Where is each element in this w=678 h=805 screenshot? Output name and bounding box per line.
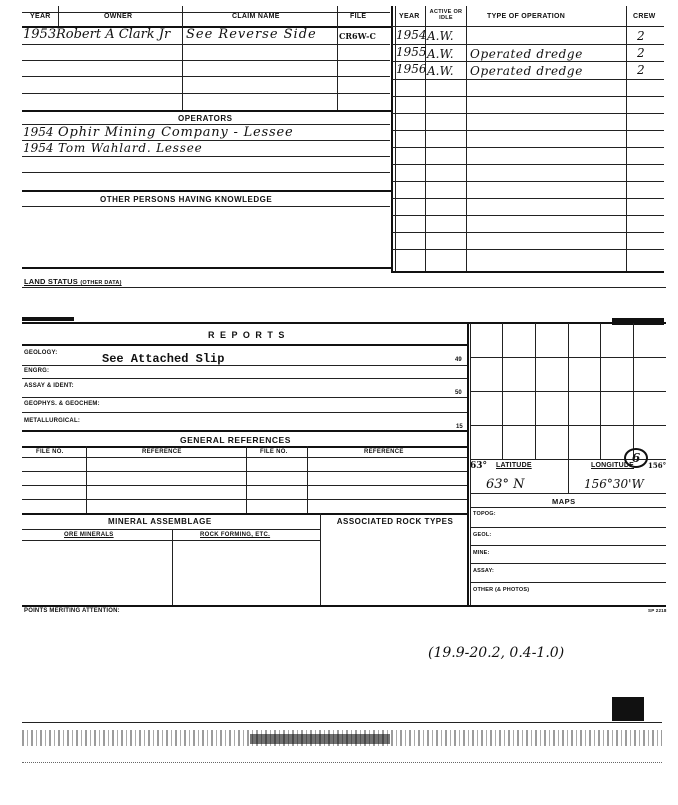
assay-label: ASSAY & IDENT:	[24, 383, 74, 389]
reports-title: R E P O R T S	[208, 330, 286, 340]
owner-name: Robert A Clark Jr	[56, 27, 171, 42]
engrg-label: ENGRG:	[24, 368, 50, 374]
operator-2-name: Tom Wahlard. Lessee	[58, 141, 203, 155]
op-row-2-crew: 2	[637, 46, 645, 60]
op-row-1-crew: 2	[637, 29, 645, 43]
associated-rock-types-title: ASSOCIATED ROCK TYPES	[336, 517, 454, 526]
map-row-other: OTHER (& PHOTOS)	[473, 587, 530, 593]
form-number: SP 2218	[648, 608, 667, 613]
ref-header-file-no-2: FILE NO.	[260, 449, 288, 455]
ore-minerals-header: ORE MINERALS	[64, 532, 114, 538]
longitude-label: LONGITUDE	[591, 462, 635, 469]
op-row-1-status: A.W.	[427, 29, 454, 43]
points-meriting-attention: POINTS MERITING ATTENTION:	[24, 608, 120, 614]
other-persons-title: OTHER PERSONS HAVING KNOWLEDGE	[100, 195, 273, 204]
claim-name: See Reverse Side	[186, 27, 317, 42]
scan-smear-top	[22, 317, 74, 321]
header-file: FILE	[350, 13, 367, 20]
general-references-title: GENERAL REFERENCES	[180, 435, 291, 445]
mineral-assemblage-title: MINERAL ASSEMBLAGE	[108, 517, 212, 526]
assay-num: 50	[455, 390, 462, 396]
ref-header-file-no-1: FILE NO.	[36, 449, 64, 455]
header-claim-name: CLAIM NAME	[232, 13, 280, 20]
geology-value: See Attached Slip	[102, 352, 225, 366]
maps-label: MAPS	[552, 497, 576, 506]
ref-header-reference-2: REFERENCE	[364, 449, 404, 455]
operator-1-name: Ophir Mining Company - Lessee	[58, 125, 294, 140]
op-header-type: TYPE OF OPERATION	[487, 13, 566, 20]
owner-year: 1953	[23, 27, 57, 42]
metallurgical-num: 15	[456, 424, 463, 430]
map-row-mine: MINE:	[473, 550, 490, 556]
land-status-label: LAND STATUS (OTHER DATA)	[24, 277, 122, 286]
map-row-topog: TOPOG:	[473, 511, 496, 517]
op-header-year: YEAR	[399, 13, 420, 20]
op-header-crew: CREW	[633, 13, 656, 20]
rock-forming-header: ROCK FORMING, ETC.	[200, 532, 271, 538]
latitude-value: 63° N	[486, 477, 525, 492]
lat-prefix: 63°	[470, 461, 488, 471]
header-year: YEAR	[30, 13, 51, 20]
op-row-3-crew: 2	[637, 63, 645, 77]
metallurgical-label: METALLURGICAL:	[24, 418, 81, 424]
op-row-3-status: A.W.	[427, 64, 454, 78]
file-value: CR6W-C	[339, 31, 376, 41]
operators-title: OPERATORS	[178, 114, 233, 123]
operator-2-year: 1954	[23, 141, 54, 155]
long-suffix: 156°	[648, 461, 667, 470]
header-owner: OWNER	[104, 13, 133, 20]
coordinates-note: (19.9-20.2, 0.4-1.0)	[428, 645, 565, 661]
scan-smear-bottom	[250, 734, 390, 744]
circled-mark: 6	[624, 448, 648, 468]
op-header-active-or-idle: ACTIVE OR IDLE	[429, 9, 463, 21]
op-row-3-year: 1956	[396, 62, 427, 76]
map-row-geol: GEOL:	[473, 532, 492, 538]
geophys-label: GEOPHYS. & GEOCHEM:	[24, 401, 100, 407]
latitude-label: LATITUDE	[496, 462, 532, 469]
ref-header-reference-1: REFERENCE	[142, 449, 182, 455]
op-row-2-status: A.W.	[427, 47, 454, 61]
map-row-assay: ASSAY:	[473, 568, 495, 574]
op-row-1-year: 1954	[396, 28, 427, 42]
op-row-2-type: Operated dredge	[470, 47, 583, 61]
op-row-3-type: Operated dredge	[470, 64, 583, 78]
geology-label: GEOLOGY:	[24, 350, 58, 356]
longitude-value: 156°30'W	[584, 477, 644, 491]
geology-num: 49	[455, 357, 462, 363]
operator-1-year: 1954	[23, 125, 54, 139]
scan-dark-block	[612, 697, 644, 721]
op-row-2-year: 1955	[396, 45, 427, 59]
